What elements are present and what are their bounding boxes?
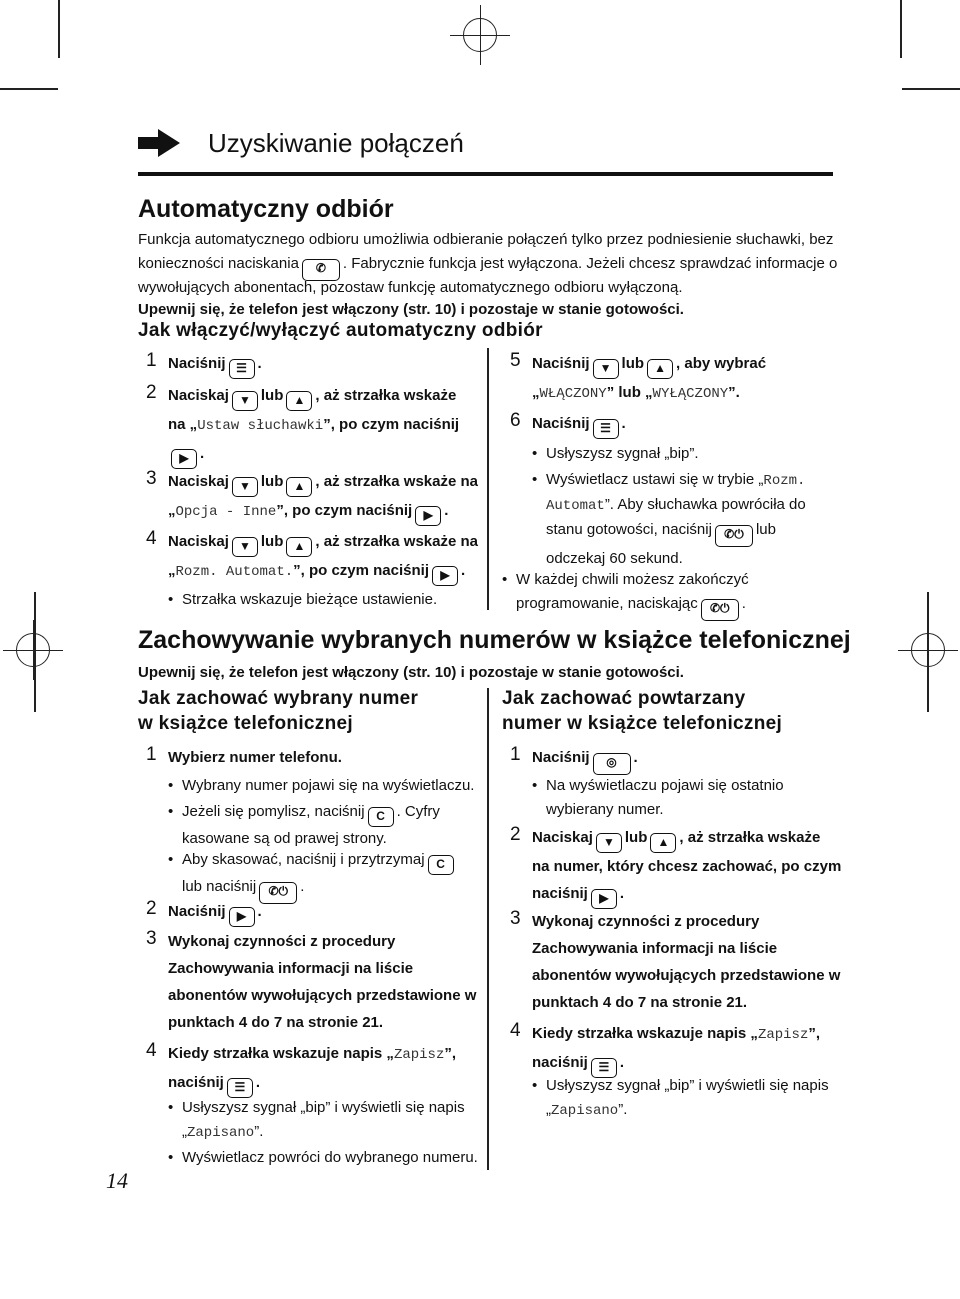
bullet: • Usłyszysz sygnał „bip”. [532, 445, 699, 462]
step-5: Naciśnij ▼ lub ▲ , aby wybrać „WŁĄCZONY” lub „WYŁĄCZONY”. [532, 355, 767, 402]
down-key-icon: ▼ [232, 477, 258, 497]
header-rule [138, 172, 833, 176]
menu-key-icon: ☰ [593, 419, 619, 439]
off-power-key-icon: ✆⏻ [259, 882, 297, 904]
step-number: 4 [146, 528, 157, 549]
bullet: • Usłyszysz sygnał „bip” i wyświetli się napis „Zapisano”. [168, 1099, 465, 1141]
off-power-key-icon: ✆⏻ [715, 525, 753, 547]
crop-mark [34, 592, 36, 712]
prerequisite-note: Upewnij się, że telefon jest włączony (str. 10) i pozostaje w stanie gotowości. [138, 301, 684, 318]
right-arrow-icon [138, 129, 180, 157]
prerequisite-note: Upewnij się, że telefon jest włączony (str. 10) i pozostaje w stanie gotowości. [138, 664, 684, 681]
down-key-icon: ▼ [593, 359, 619, 379]
step-number: 4 [146, 1040, 157, 1061]
step-number: 3 [146, 928, 157, 949]
up-key-icon: ▲ [650, 833, 676, 853]
step-number: 2 [146, 898, 157, 919]
section-title-auto-answer: Automatyczny odbiór [138, 195, 394, 223]
bullet: • Strzałka wskazuje bieżące ustawienie. [168, 591, 438, 608]
step-number: 1 [510, 744, 521, 765]
subsection-title-save-dialed: Jak zachować wybrany numer w książce telefonicznej [138, 688, 419, 734]
crop-mark [927, 592, 929, 712]
down-key-icon: ▼ [232, 537, 258, 557]
section-title-save-numbers: Zachowywanie wybranych numerów w książce telefonicznej [138, 626, 851, 654]
step-1-redial: Naciśnij ◎ . [532, 744, 638, 775]
bullet: • Wyświetlacz ustawi się w trybie „Rozm. Automat”. Aby słuchawka powróciła do stanu gotowości, naciśnij ✆⏻ lub odczekaj 60 sekund. [532, 471, 806, 567]
subsection-title-toggle: Jak włączyć/wyłączyć automatyczny odbiór [138, 320, 543, 341]
intro-line-3: wywołujących abonentach, pozostaw funkcję automatycznego odbioru wyłączoną. [138, 279, 683, 296]
registration-mark-left [16, 633, 50, 667]
menu-key-icon: ☰ [229, 359, 255, 379]
step-6: Naciśnij ☰ . [532, 410, 626, 439]
step-number: 3 [510, 908, 521, 929]
down-key-icon: ▼ [596, 833, 622, 853]
up-key-icon: ▲ [647, 359, 673, 379]
menu-key-icon: ☰ [591, 1058, 617, 1078]
crop-mark [902, 88, 960, 90]
bullet: • Na wyświetlaczu pojawi się ostatnio wybierany numer. [532, 777, 784, 818]
step-number: 5 [510, 350, 521, 371]
intro-line-1: Funkcja automatycznego odbioru umożliwia odbieranie połączeń tylko przez podniesienie słuchawki, bez [138, 231, 834, 248]
clear-key-icon: C [428, 855, 454, 875]
bullet: • Usłyszysz sygnał „bip” i wyświetli się napis „Zapisano”. [532, 1077, 829, 1119]
step-number: 4 [510, 1020, 521, 1041]
step-3-dialed: Wykonaj czynności z procedury Zachowywania informacji na liście abonentów wywołujących przedstawione w punktach 4 do 7 na stronie 21. [168, 933, 477, 1031]
step-1-dialed: Wybierz numer telefonu. [168, 749, 342, 766]
page-title: Uzyskiwanie połączeń [208, 128, 464, 158]
talk-key-icon: ✆ [302, 259, 340, 281]
step-4-redial: Kiedy strzałka wskazuje napis „Zapisz”, naciśnij ☰ . [532, 1020, 820, 1078]
right-key-icon: ▶ [415, 506, 441, 526]
step-number: 3 [146, 468, 157, 489]
step-3-redial: Wykonaj czynności z procedury Zachowywania informacji na liście abonentów wywołujących przedstawione w punktach 4 do 7 na stronie 21. [532, 913, 841, 1011]
right-key-icon: ▶ [432, 566, 458, 586]
up-key-icon: ▲ [286, 537, 312, 557]
bullet: • Wyświetlacz powróci do wybranego numeru. [168, 1149, 478, 1166]
crop-mark [900, 0, 902, 58]
off-power-key-icon: ✆⏻ [701, 599, 739, 621]
intro-line-2: konieczności naciskania ✆ . Fabrycznie funkcja jest wyłączona. Jeżeli chcesz sprawdzać informacje o [138, 252, 837, 281]
step-2: Naciskaj ▼ lub ▲ , aż strzałka wskaże na „Ustaw słuchawki”, po czym naciśnij ▶ . [168, 382, 488, 469]
step-4: Naciskaj ▼ lub ▲ , aż strzałka wskaże na „Rozm. Automat.”, po czym naciśnij ▶ . [168, 528, 488, 586]
step-1: Naciśnij ☰ . [168, 350, 262, 379]
column-divider [487, 688, 489, 1170]
step-number: 1 [146, 744, 157, 765]
bullet: • Aby skasować, naciśnij i przytrzymaj C lub naciśnij ✆⏻ . [182, 848, 482, 904]
crop-mark [0, 88, 58, 90]
up-key-icon: ▲ [286, 391, 312, 411]
step-number: 2 [146, 382, 157, 403]
subsection-title-save-redial: Jak zachować powtarzany numer w książce telefonicznej [502, 688, 783, 734]
down-key-icon: ▼ [232, 391, 258, 411]
up-key-icon: ▲ [286, 477, 312, 497]
bullet: • Wybrany numer pojawi się na wyświetlaczu. [168, 777, 475, 794]
menu-key-icon: ☰ [227, 1078, 253, 1098]
step-4-dialed: Kiedy strzałka wskazuje napis „Zapisz”, naciśnij ☰ . [168, 1040, 456, 1098]
step-3: Naciskaj ▼ lub ▲ , aż strzałka wskaże na „Opcja - Inne”, po czym naciśnij ▶ . [168, 468, 488, 526]
step-2-redial: Naciskaj ▼ lub ▲ , aż strzałka wskaże na numer, który chcesz zachować, po czym naciśnij ▶ . [532, 824, 852, 909]
crop-mark [58, 0, 60, 58]
registration-mark-top [463, 18, 497, 52]
column-divider [487, 348, 489, 610]
right-key-icon: ▶ [229, 907, 255, 927]
clear-key-icon: C [368, 807, 394, 827]
redial-key-icon: ◎ [593, 753, 631, 775]
right-key-icon: ▶ [591, 889, 617, 909]
step-2-dialed: Naciśnij ▶ . [168, 898, 262, 927]
bullet: • W każdej chwili możesz zakończyć programowanie, naciskając ✆⏻ . [516, 568, 749, 621]
right-key-icon: ▶ [171, 449, 197, 469]
step-number: 6 [510, 410, 521, 431]
page-number: 14 [106, 1168, 128, 1193]
step-number: 2 [510, 824, 521, 845]
step-number: 1 [146, 350, 157, 371]
bullet: • Jeżeli się pomylisz, naciśnij C . Cyfry kasowane są od prawej strony. [168, 803, 440, 847]
